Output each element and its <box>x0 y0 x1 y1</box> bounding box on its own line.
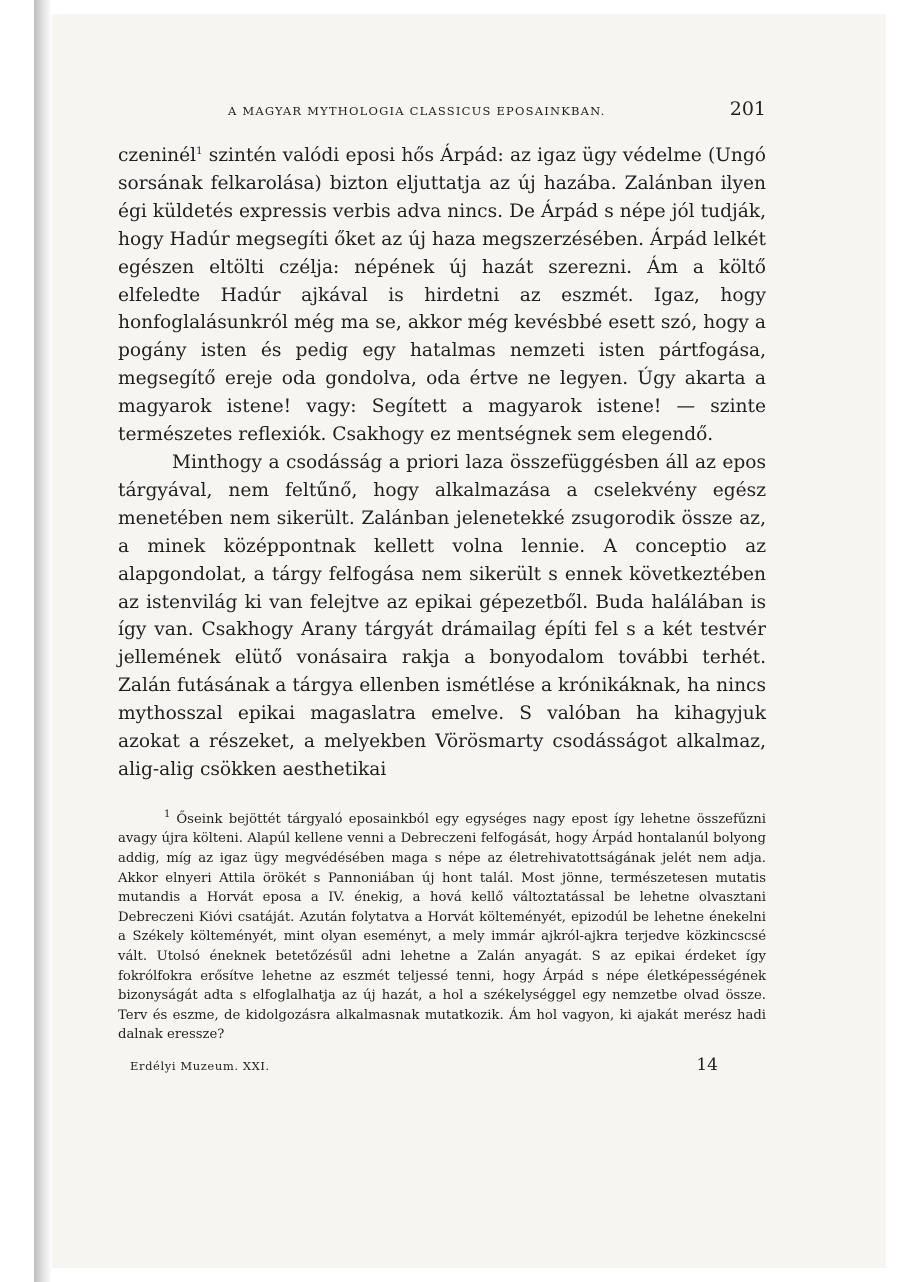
footnote <box>118 810 766 1045</box>
scan-margin <box>886 0 910 1282</box>
signature-text: Erdélyi Muzeum. XXI. <box>130 1058 270 1073</box>
binding-shadow <box>34 0 52 1282</box>
body-text <box>118 142 766 784</box>
signature-number: 14 <box>696 1054 718 1075</box>
running-header <box>118 96 766 128</box>
footnote-reference: 1 <box>196 145 203 157</box>
paragraph-2: Minthogy a csodásság a priori laza összefüggésben áll az epos tárgyával, nem feltűnő, hogy alkalmazása a cselekvény egész menetében nem sikerült. Zalánban jelenetekké zsugorodik össze az, a minek középpontnak kellett volna lennie. A conceptio az alapgondolat, a tárgy felfogása nem sikerült s ennek következtében az istenvilág ki van felejtve az epikai gépezetből. Buda halálában is így van. Csakhogy Arany tárgyát drámailag építi fel s a két testvér jellemének elütő vonásaira rakja a bonyodalom további terhét. Zalán futásának a tárgya ellenben ismétlése a krónikáknak, ha nincs mythosszal epikai magaslatra emelve. S valóban ha kihagyjuk azokat a részeket, a melyekben Vörösmarty csodásságot alkalmaz, alig-alig csökken aesthetikai <box>118 451 766 780</box>
printer-signature <box>118 1055 766 1079</box>
page-number: 201 <box>729 98 766 120</box>
footnote-mark: 1 <box>164 809 171 821</box>
paragraph-1-start: czeninél <box>118 145 197 166</box>
paragraph-1-rest: szintén valódi eposi hős Árpád: az igaz ügy védelme (Ungó sorsának felkarolása) bizton eljuttatja az új hazába. Zalánban ilyen égi küldetés expressis verbis adva nincs. De Árpád s népe jól tudják, hogy Hadúr megsegíti őket az új haza megszerzésében. Árpád lelkét egészen eltölti czélja: népének új hazát szerezni. Ám a költő elfeledte Hadúr ajkával is hirdetni az eszmét. Igaz, hogy honfoglalásunkról még ma se, akkor még kevésbbé esett szó, hogy a pogány isten és pedig egy hatalmas nemzeti isten pártfogása, megsegítő ereje oda gondolva, oda értve ne legyen. Úgy akarta a magyarok istene! vagy: Segített a magyarok istene! — szinte természetes reflexiók. Csakhogy ez mentségnek sem elegendő. <box>118 145 766 446</box>
running-title: A MAGYAR MYTHOLOGIA CLASSICUS EPOSAINKBAN. <box>228 104 606 118</box>
paragraph-1 <box>118 142 766 449</box>
footnote-text: Őseink bejöttét tárgyaló eposainkból egy egységes nagy epost így lehetne összefűzni avagy újra költeni. Alapúl kellene venni a Debreczeni felfogását, hogy Árpád hontalanúl bolyong addig, míg az igaz ügy megvédésében maga s népe az életrehivatottságának jelét nem adja. Akkor elnyeri Attila örökét s Pannoniában új hont talál. Most jönne, természetesen mutatis mutandis a Horvát eposa a IV. énekig, a hová kellő változtatással be lehetne olvasztani Debreczeni Kióvi csatáját. Azután folytatva a Horvát költeményét, epizodúl be lehetne énekelni a Székely költeményét, mint olyan eseményt, a mely immár ajkról-ajkra terjedve közkincscsé vált. Utolsó éneknek betetőzésűl adni lehetne a Zalán anyagát. S az epikai érdeket így fokrólfokra erősítve lehetne az eszmét teljessé tenni, hogy Árpád s népe életképességének bizonyságát adta s elfoglalhatja az új hazát, a hol a székelységgel egy nemzetbe olvad össze. Terv és eszme, de kidolgozásra alkalmasnak mutatkozik. Ám hol vagyon, ki ajakát merész hadi dalnak eressze? <box>118 811 766 1043</box>
page-content <box>118 96 766 1079</box>
